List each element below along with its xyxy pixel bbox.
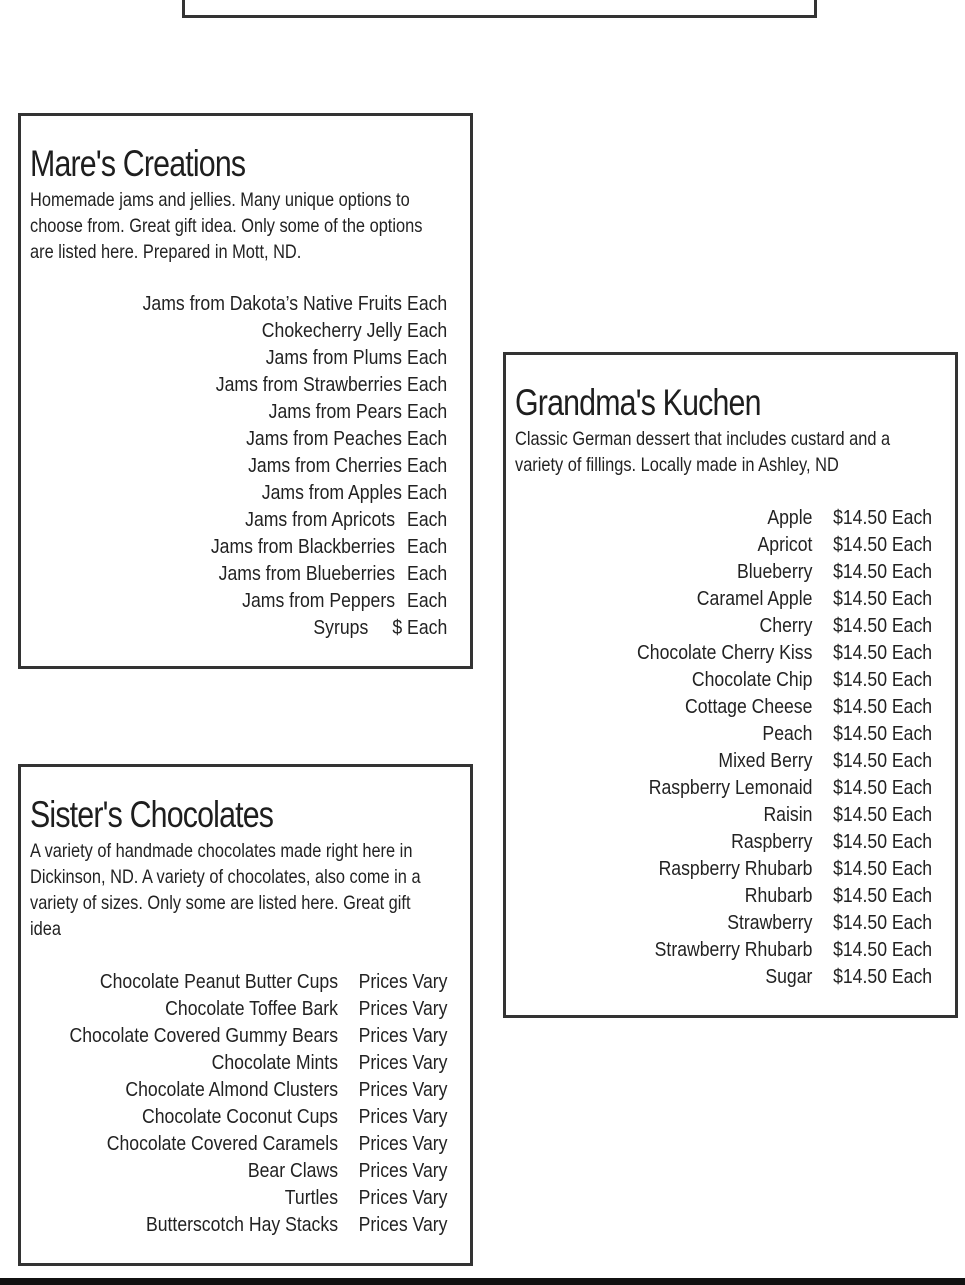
item-name: Jams from Plums	[265, 346, 402, 369]
item-name: Chocolate Toffee Bark	[164, 997, 338, 1020]
item-price: $14.50 Each	[832, 641, 932, 664]
item-price: Each	[406, 481, 447, 504]
list-item	[637, 612, 932, 639]
list-item	[637, 720, 932, 747]
item-name: Jams from Blackberries	[210, 535, 395, 558]
item-price: $14.50 Each	[832, 587, 932, 610]
item-name: Jams from Apples	[261, 481, 402, 504]
item-name: Chocolate Cherry Kiss	[636, 641, 813, 664]
item-price: Each	[406, 373, 447, 396]
list-item	[637, 909, 932, 936]
item-name: Chocolate Coconut Cups	[141, 1105, 338, 1128]
item-price: $14.50 Each	[832, 614, 932, 637]
item-name: Raspberry Rhubarb	[658, 857, 813, 880]
item-name: Butterscotch Hay Stacks	[145, 1213, 338, 1236]
item-name: Turtles	[284, 1186, 338, 1209]
item-name: Raspberry	[731, 830, 813, 853]
list-item	[142, 533, 447, 560]
list-item	[69, 1022, 447, 1049]
section-description: Classic German dessert that includes custard and a variety of fillings. Locally made in Ashley, ND	[515, 428, 891, 476]
item-name: Apricot	[757, 533, 813, 556]
item-price: $14.50 Each	[832, 911, 932, 934]
list-item	[142, 371, 447, 398]
item-list	[93, 290, 447, 641]
list-item	[142, 506, 447, 533]
item-name: Apple	[767, 506, 813, 529]
item-price: $14.50 Each	[832, 830, 932, 853]
item-name: Blueberry	[736, 560, 813, 583]
item-price: $14.50 Each	[832, 938, 932, 961]
item-price: Prices Vary	[358, 1078, 447, 1101]
item-price: Each	[406, 427, 447, 450]
item-name: Chocolate Peanut Butter Cups	[99, 970, 338, 993]
list-item	[142, 317, 447, 344]
list-item	[69, 995, 447, 1022]
item-price: Each	[406, 292, 447, 315]
item-name: Raisin	[763, 803, 813, 826]
list-item	[142, 560, 447, 587]
item-name: Bear Claws	[247, 1159, 338, 1182]
item-price: Each	[406, 589, 447, 612]
list-item	[142, 614, 447, 641]
list-item	[637, 936, 932, 963]
item-price: $14.50 Each	[832, 695, 932, 718]
item-price: Each	[406, 508, 447, 531]
list-item	[142, 587, 447, 614]
list-item	[637, 504, 932, 531]
item-price: $14.50 Each	[832, 884, 932, 907]
list-item	[142, 398, 447, 425]
item-list	[8, 968, 447, 1238]
list-item	[637, 639, 932, 666]
section-title: Sister's Chocolates	[30, 794, 274, 835]
section-title: Grandma's Kuchen	[515, 382, 761, 423]
item-name: Mixed Berry	[718, 749, 813, 772]
mares-creations-section	[18, 113, 473, 669]
grandmas-kuchen-section	[503, 352, 958, 1018]
item-name: Raspberry Lemonaid	[648, 776, 813, 799]
section-title: Mare's Creations	[30, 143, 246, 184]
list-item	[142, 452, 447, 479]
item-price: $14.50 Each	[832, 749, 932, 772]
item-name: Rhubarb	[744, 884, 813, 907]
item-price: Each	[406, 346, 447, 369]
item-price: $14.50 Each	[832, 857, 932, 880]
item-name: Caramel Apple	[696, 587, 813, 610]
list-item	[69, 1184, 447, 1211]
item-name: Strawberry	[727, 911, 813, 934]
item-price: $14.50 Each	[832, 506, 932, 529]
list-item	[637, 585, 932, 612]
item-price: $14.50 Each	[832, 668, 932, 691]
list-item	[637, 963, 932, 990]
item-price: Each	[406, 400, 447, 423]
list-item	[69, 1130, 447, 1157]
item-name: Jams from Pears	[268, 400, 402, 423]
item-price: Prices Vary	[358, 1186, 447, 1209]
item-price: Each	[406, 535, 447, 558]
section-description: A variety of handmade chocolates made right here in Dickinson, ND. A variety of chocolates, also come in a variety of sizes. Only some are listed here. Great gift idea	[30, 840, 421, 940]
item-name: Chocolate Mints	[211, 1051, 338, 1074]
item-price: $14.50 Each	[832, 533, 932, 556]
item-price: Prices Vary	[358, 1213, 447, 1236]
item-price: Prices Vary	[358, 1024, 447, 1047]
item-name: Strawberry Rhubarb	[654, 938, 813, 961]
item-name: Jams from Peaches	[245, 427, 402, 450]
section-description: Homemade jams and jellies. Many unique options to choose from. Great gift idea. Only some of the options are listed here. Prepared in Mott, ND.	[30, 189, 423, 263]
list-item	[69, 1103, 447, 1130]
list-item	[637, 774, 932, 801]
list-item	[637, 882, 932, 909]
item-price: Prices Vary	[358, 1132, 447, 1155]
item-price: $14.50 Each	[832, 722, 932, 745]
list-item	[142, 479, 447, 506]
item-name: Chocolate Chip	[691, 668, 813, 691]
list-item	[142, 425, 447, 452]
item-price: Prices Vary	[358, 970, 447, 993]
bottom-edge-bar	[0, 1278, 965, 1285]
item-name: Peach	[762, 722, 813, 745]
list-item	[637, 747, 932, 774]
item-price: Each	[406, 319, 447, 342]
sisters-chocolates-section	[18, 764, 473, 1266]
item-name: Jams from Blueberries	[218, 562, 395, 585]
item-price: Prices Vary	[358, 1159, 447, 1182]
list-item	[637, 855, 932, 882]
list-item	[69, 1211, 447, 1238]
item-price: $14.50 Each	[832, 965, 932, 988]
item-name: Chocolate Covered Gummy Bears	[69, 1024, 338, 1047]
item-price: $14.50 Each	[832, 560, 932, 583]
item-list	[589, 504, 932, 990]
item-name: Jams from Apricots	[244, 508, 395, 531]
item-price: $ Each	[392, 616, 447, 639]
list-item	[637, 801, 932, 828]
item-name: Jams from Cherries	[247, 454, 402, 477]
list-item	[69, 968, 447, 995]
item-price: Prices Vary	[358, 1051, 447, 1074]
item-name: Jams from Strawberries	[215, 373, 402, 396]
item-name: Cherry	[759, 614, 813, 637]
list-item	[637, 828, 932, 855]
list-item	[69, 1049, 447, 1076]
list-item	[69, 1157, 447, 1184]
list-item	[142, 344, 447, 371]
item-price: Each	[406, 562, 447, 585]
item-price: Prices Vary	[358, 1105, 447, 1128]
item-name: Jams from Dakota’s Native Fruits	[142, 292, 402, 315]
item-name: Chocolate Covered Caramels	[106, 1132, 338, 1155]
item-price: $14.50 Each	[832, 803, 932, 826]
item-name: Chocolate Almond Clusters	[124, 1078, 338, 1101]
item-price: Each	[406, 454, 447, 477]
item-name: Jams from Peppers	[241, 589, 395, 612]
item-name: Sugar	[765, 965, 813, 988]
item-price: $14.50 Each	[832, 776, 932, 799]
item-name: Chokecherry Jelly	[261, 319, 402, 342]
top-section-box	[182, 0, 817, 18]
list-item	[637, 558, 932, 585]
item-name: Cottage Cheese	[684, 695, 813, 718]
list-item	[142, 290, 447, 317]
list-item	[637, 666, 932, 693]
item-price: Prices Vary	[358, 997, 447, 1020]
list-item	[69, 1076, 447, 1103]
item-name: Syrups	[313, 616, 369, 639]
list-item	[637, 531, 932, 558]
list-item	[637, 693, 932, 720]
